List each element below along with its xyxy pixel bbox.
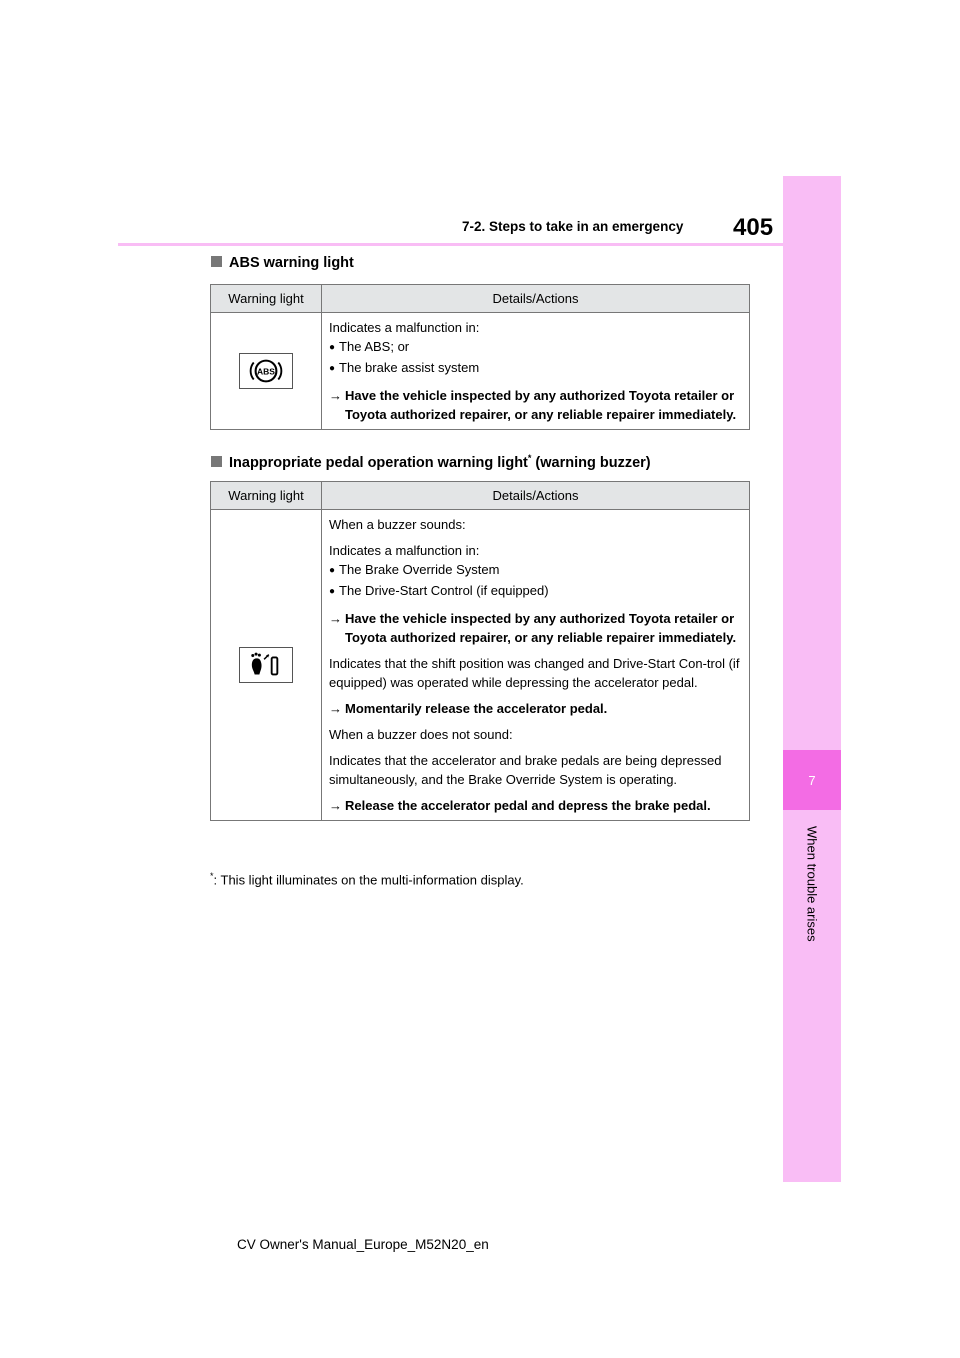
action-instruction: → Have the vehicle inspected by any authorized Toyota retailer or Toyota authorized repairer, or any reliable repairer immediately. (329, 388, 737, 422)
chapter-number: 7 (783, 750, 841, 810)
column-header-details: Details/Actions (322, 482, 750, 510)
warning-light-cell (211, 313, 322, 430)
abs-section-title: ABS warning light (211, 255, 354, 271)
table-header-row (211, 285, 750, 313)
footnote: *: This light illuminates on the multi-information display. (210, 871, 524, 888)
svg-text:ABS: ABS (257, 366, 275, 377)
list-item: ● The brake assist system (329, 358, 743, 379)
arrow-icon: → (329, 798, 342, 813)
list-item: ● The Brake Override System (329, 560, 743, 581)
square-bullet-icon (211, 256, 222, 267)
details-cell (322, 313, 750, 430)
shift-position-text: Indicates that the shift position was changed and Drive-Start Con-trol (if equipped) was operated while depressing the accelerator pedal. (329, 656, 740, 690)
table-header-row (211, 482, 750, 510)
column-header-warning-light: Warning light (211, 285, 322, 313)
arrow-icon: → (329, 701, 342, 716)
action-instruction: → Momentarily release the accelerator pedal. (329, 701, 608, 716)
pedal-warning-table (210, 481, 750, 821)
warning-light-cell (211, 510, 322, 821)
list-item: ● The ABS; or (329, 337, 743, 358)
chapter-side-tab (783, 176, 841, 1182)
page-number: 405 (733, 214, 774, 241)
chapter-title: When trouble arises (804, 826, 820, 942)
header-divider (118, 243, 783, 246)
list-item: ● The Drive-Start Control (if equipped) (329, 581, 743, 602)
table-row (211, 510, 750, 821)
pedal-section-title: Inappropriate pedal operation warning light* (warning buzzer) (211, 453, 651, 471)
manual-footer: CV Owner's Manual_Europe_M52N20_en (237, 1237, 489, 1252)
action-instruction: → Have the vehicle inspected by any authorized Toyota retailer or Toyota authorized repairer, or any reliable repairer immediately. (329, 611, 737, 645)
details-cell (322, 510, 750, 821)
malfunction-intro: Indicates a malfunction in: (329, 320, 480, 335)
column-header-warning-light: Warning light (211, 482, 322, 510)
square-bullet-icon (211, 456, 222, 467)
table-row (211, 313, 750, 430)
simultaneous-pedals-text: Indicates that the accelerator and brake pedals are being depressed simultaneously, and the Brake Override System is operating. (329, 753, 722, 787)
buzzer-sounds-label: When a buzzer sounds: (329, 517, 466, 532)
arrow-icon: → (329, 388, 342, 403)
pedal-operation-warning-icon (239, 647, 293, 683)
action-instruction: → Release the accelerator pedal and depress the brake pedal. (329, 798, 711, 813)
column-header-details: Details/Actions (322, 285, 750, 313)
malfunction-intro: Indicates a malfunction in: (329, 543, 480, 558)
abs-warning-icon (239, 353, 293, 389)
abs-warning-table (210, 284, 750, 430)
section-header: 7-2. Steps to take in an emergency (462, 219, 684, 234)
buzzer-not-sound-label: When a buzzer does not sound: (329, 727, 513, 742)
arrow-icon: → (329, 611, 342, 626)
